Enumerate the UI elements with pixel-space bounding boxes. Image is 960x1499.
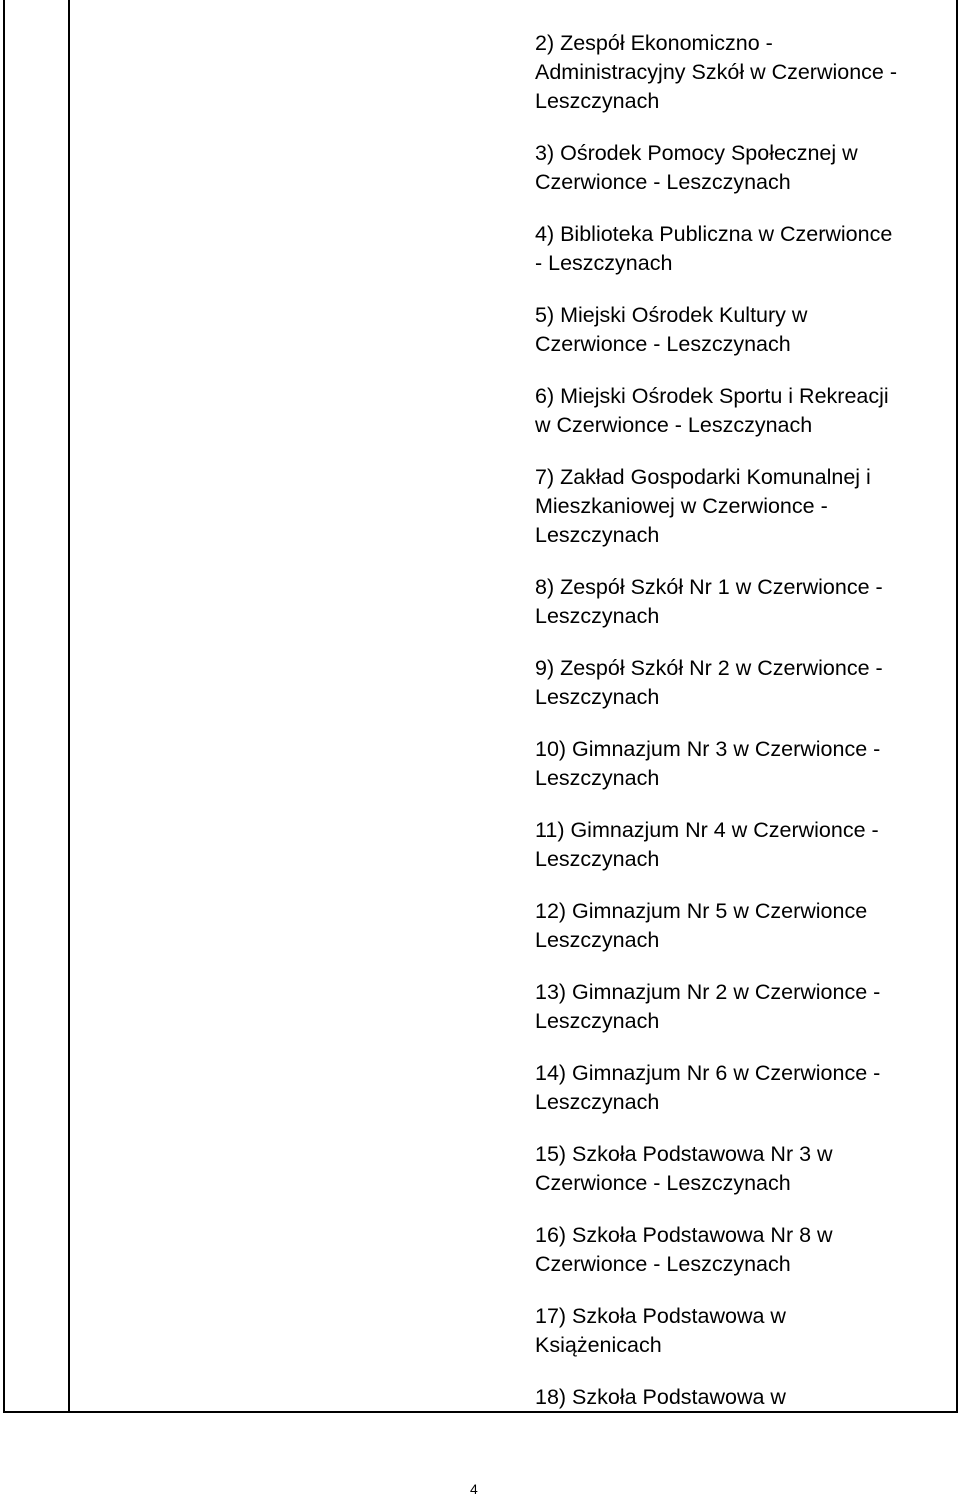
list-item: 15) Szkoła Podstawowa Nr 3 w Czerwionce - Leszczynach [535, 1142, 833, 1195]
list-item: 2) Zespół Ekonomiczno - Administracyjny Szkół w Czerwionce - Leszczynach [535, 31, 898, 113]
table-border-left [3, 0, 5, 1413]
list-item: 6) Miejski Ośrodek Sportu i Rekreacji w Czerwionce - Leszczynach [535, 384, 889, 437]
list-item: 16) Szkoła Podstawowa Nr 8 w Czerwionce - Leszczynach [535, 1223, 833, 1276]
list-item: 5) Miejski Ośrodek Kultury w Czerwionce - Leszczynach [535, 303, 808, 356]
list-item: 4) Biblioteka Publiczna w Czerwionce - Leszczynach [535, 222, 893, 275]
list-item: 3) Ośrodek Pomocy Społecznej w Czerwionce - Leszczynach [535, 141, 858, 194]
list-item: 9) Zespół Szkół Nr 2 w Czerwionce - Leszczynach [535, 656, 883, 709]
list-item: 8) Zespół Szkół Nr 1 w Czerwionce - Leszczynach [535, 575, 883, 628]
list-item: 18) Szkoła Podstawowa w [535, 1385, 786, 1409]
list-item: 11) Gimnazjum Nr 4 w Czerwionce - Leszczynach [535, 818, 879, 871]
page-number: 4 [470, 1481, 478, 1497]
list-item: 12) Gimnazjum Nr 5 w Czerwionce Leszczynach [535, 899, 868, 952]
list-item: 14) Gimnazjum Nr 6 w Czerwionce - Leszczynach [535, 1061, 881, 1114]
list-item: 17) Szkoła Podstawowa w Książenicach [535, 1304, 786, 1357]
table-column-divider [68, 0, 70, 1413]
list-item: 7) Zakład Gospodarki Komunalnej i Mieszkaniowej w Czerwionce - Leszczynach [535, 465, 871, 547]
table-border-right [956, 0, 958, 1413]
list-item: 10) Gimnazjum Nr 3 w Czerwionce - Leszczynach [535, 737, 881, 790]
list-item: 13) Gimnazjum Nr 2 w Czerwionce - Leszczynach [535, 980, 881, 1033]
